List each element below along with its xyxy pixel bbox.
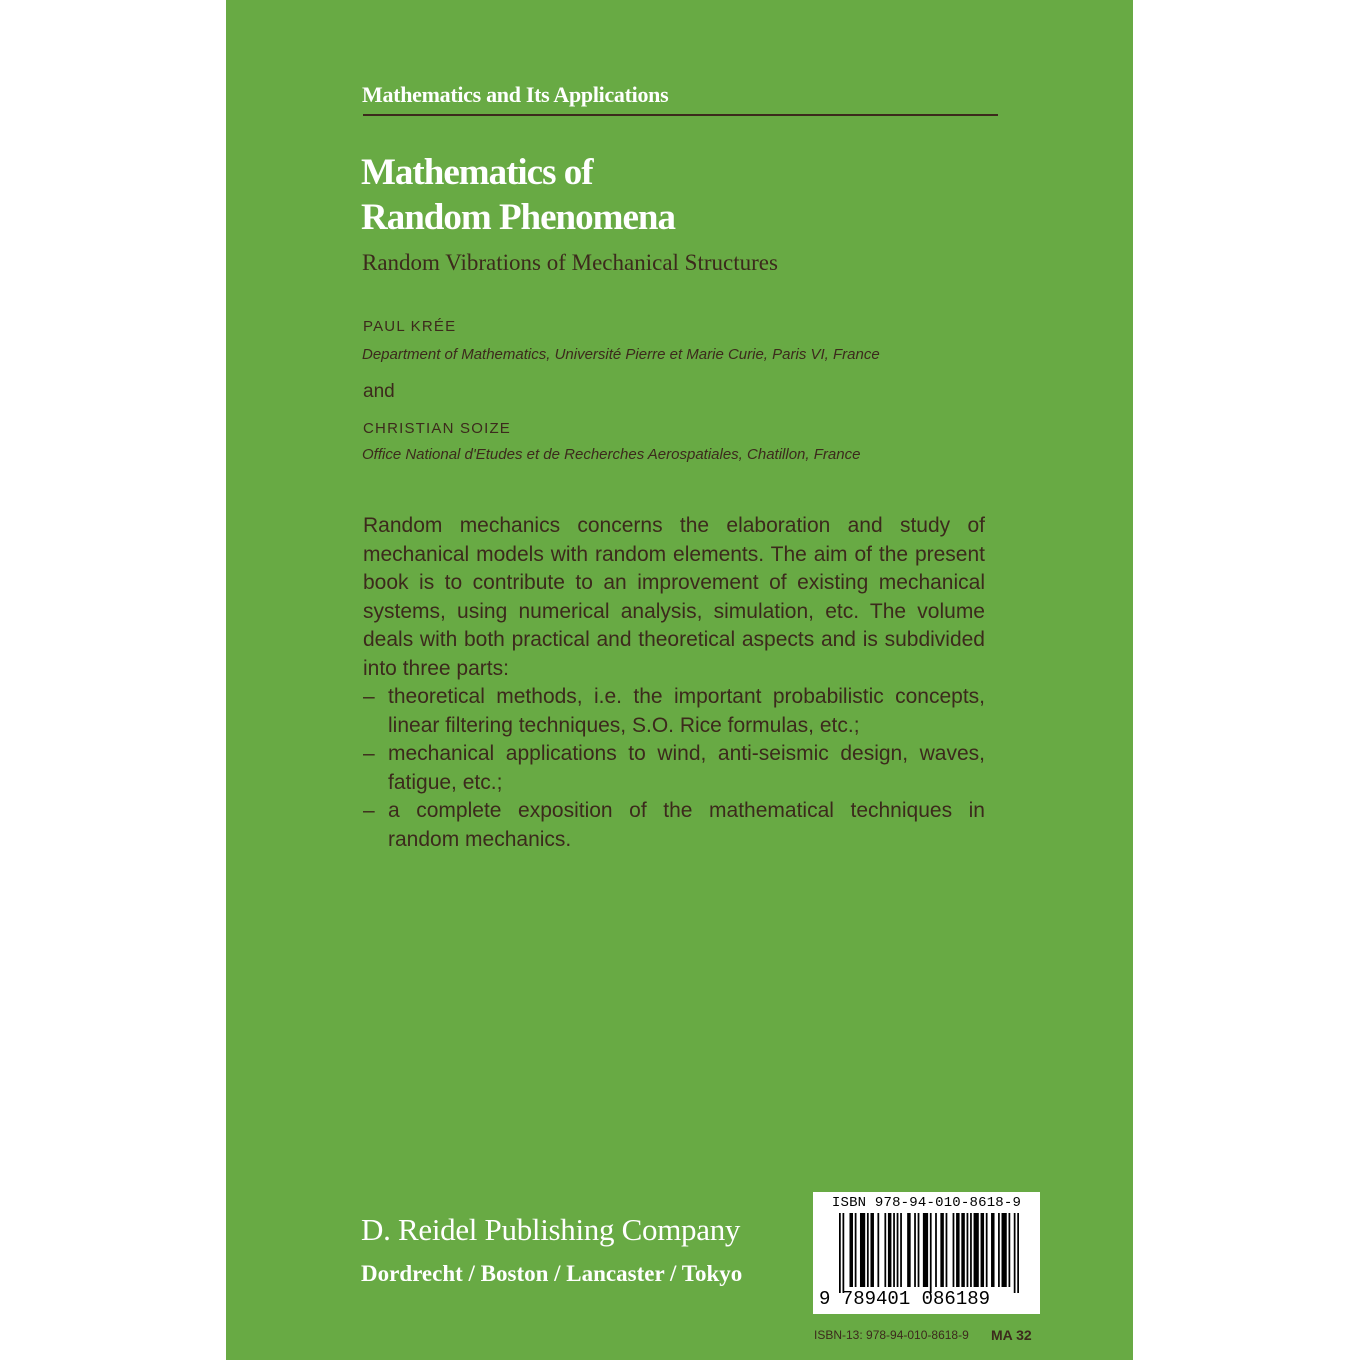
title-line-1: Mathematics of bbox=[361, 152, 593, 193]
list-item-text: mechanical applications to wind, anti-seismic design, waves, fatigue, etc.; bbox=[388, 742, 985, 794]
list-item-text: theoretical methods, i.e. the important probabilistic concepts, linear filtering techniques, S.O. Rice formulas, etc.; bbox=[388, 685, 985, 737]
barcode-bar bbox=[900, 1213, 902, 1287]
barcode-bar bbox=[907, 1213, 911, 1287]
isbn-13: ISBN-13: 978-94-010-8618-9 bbox=[814, 1328, 969, 1342]
barcode-bar bbox=[953, 1213, 955, 1287]
barcode-bar bbox=[967, 1213, 969, 1287]
list-item bbox=[363, 683, 985, 740]
barcode-bar bbox=[855, 1213, 857, 1287]
author-name-1: PAUL KRÉE bbox=[363, 318, 457, 335]
barcode-bar bbox=[974, 1213, 979, 1287]
barcode-bar bbox=[867, 1213, 869, 1287]
barcode-bar bbox=[998, 1213, 1000, 1287]
barcode-bar bbox=[923, 1213, 928, 1287]
barcode bbox=[813, 1192, 1040, 1314]
barcode-bar bbox=[940, 1213, 944, 1287]
list-item-text: a complete exposition of the mathematical techniques in random mechanics. bbox=[388, 799, 985, 851]
barcode-bar bbox=[914, 1213, 916, 1287]
barcode-bar bbox=[986, 1213, 988, 1287]
barcode-bar bbox=[946, 1213, 948, 1287]
list-item bbox=[363, 740, 985, 797]
barcode-bar bbox=[870, 1213, 874, 1287]
barcode-bar bbox=[1014, 1213, 1016, 1293]
series-name: Mathematics and Its Applications bbox=[362, 82, 669, 107]
barcode-bar bbox=[930, 1213, 932, 1293]
book-description: Random mechanics concerns the elaboration and study of mechanical models with random elements. The aim of the present book is to contribute to an improvement of existing mechanical systems, using numerical analysis, simulation, etc. The volume deals with both practical and theoretical aspects and is subdivided into three parts: bbox=[363, 514, 985, 680]
barcode-bar bbox=[839, 1213, 841, 1293]
barcode-bar bbox=[970, 1213, 972, 1287]
barcode-bar bbox=[888, 1213, 892, 1287]
barcode-isbn-label: ISBN 978-94-010-8618-9 bbox=[831, 1195, 1022, 1211]
parts-list bbox=[363, 683, 985, 854]
barcode-bar bbox=[849, 1213, 853, 1287]
book-title bbox=[361, 150, 675, 240]
barcode-bar bbox=[843, 1213, 845, 1293]
barcode-bar bbox=[860, 1213, 865, 1287]
barcode-bar bbox=[981, 1213, 985, 1287]
barcode-bar bbox=[1009, 1213, 1011, 1287]
barcode-bar bbox=[893, 1213, 895, 1287]
book-back-cover bbox=[226, 0, 1133, 1360]
author-conjunction: and bbox=[363, 381, 395, 402]
author-affiliation-1: Department of Mathematics, Université Pierre et Marie Curie, Paris VI, France bbox=[362, 346, 880, 363]
series-rule bbox=[363, 114, 998, 116]
barcode-bar bbox=[1017, 1213, 1019, 1293]
barcode-bar bbox=[935, 1213, 937, 1287]
author-affiliation-2: Office National d'Etudes et de Recherches Aerospatiales, Chatillon, France bbox=[362, 446, 861, 463]
barcode-bar bbox=[1002, 1213, 1007, 1287]
bullet-dash: – bbox=[363, 742, 375, 765]
barcode-digits: 9 789401 086189 bbox=[819, 1288, 991, 1310]
list-item bbox=[363, 797, 985, 854]
barcode-bar bbox=[961, 1213, 965, 1287]
bullet-dash: – bbox=[363, 799, 375, 822]
barcode-bar bbox=[956, 1213, 960, 1287]
barcode-bar bbox=[877, 1213, 879, 1287]
series-number: MA 32 bbox=[991, 1327, 1032, 1343]
title-line-2: Random Phenomena bbox=[361, 197, 675, 238]
barcode-bars bbox=[839, 1213, 1019, 1293]
barcode-bar bbox=[918, 1213, 920, 1287]
book-subtitle: Random Vibrations of Mechanical Structures bbox=[362, 250, 778, 275]
publisher-cities: Dordrecht / Boston / Lancaster / Tokyo bbox=[361, 1261, 743, 1286]
publisher-name: D. Reidel Publishing Company bbox=[361, 1212, 741, 1247]
author-name-2: CHRISTIAN SOIZE bbox=[363, 420, 512, 437]
barcode-bar bbox=[884, 1213, 886, 1287]
barcode-bar bbox=[991, 1213, 995, 1287]
bullet-dash: – bbox=[363, 685, 375, 708]
barcode-bar bbox=[897, 1213, 899, 1287]
